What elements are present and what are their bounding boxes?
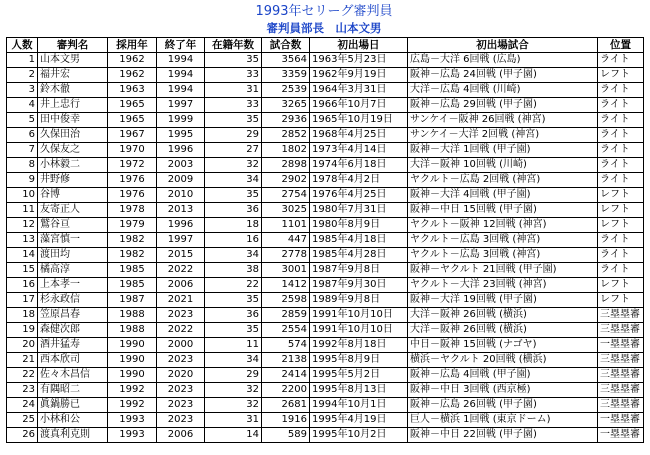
cell-debut-game: 大洋－阪神 26回戦 (横浜) <box>408 308 598 323</box>
cell-games: 2138 <box>262 353 310 368</box>
cell-row-number: 24 <box>7 398 38 413</box>
cell-years-served: 32 <box>205 158 262 173</box>
table-row <box>7 188 644 203</box>
cell-debut-game: 阪神－広島 24回戦 (甲子園) <box>408 68 598 83</box>
cell-years-served: 34 <box>205 353 262 368</box>
cell-position: ライト <box>598 98 644 113</box>
cell-debut-game: ヤクルト－広島 2回戦 (神宮) <box>408 173 598 188</box>
cell-position: 三塁塁審 <box>598 383 644 398</box>
cell-position: レフト <box>598 188 644 203</box>
cell-end-year: 1999 <box>157 113 205 128</box>
cell-debut-date: 1965年10月19日 <box>310 113 408 128</box>
cell-years-served: 27 <box>205 143 262 158</box>
cell-umpire-name: 渡真利克則 <box>38 428 108 443</box>
cell-hire-year: 1978 <box>108 203 157 218</box>
cell-end-year: 2020 <box>157 368 205 383</box>
cell-games: 2754 <box>262 188 310 203</box>
cell-games: 3564 <box>262 53 310 68</box>
cell-games: 589 <box>262 428 310 443</box>
cell-position: レフト <box>598 203 644 218</box>
cell-row-number: 19 <box>7 323 38 338</box>
table-row <box>7 428 644 443</box>
cell-position: ライト <box>598 113 644 128</box>
cell-umpire-name: 西本欣司 <box>38 353 108 368</box>
cell-debut-date: 1994年10月1日 <box>310 398 408 413</box>
cell-debut-game: 阪神－中日 3回戦 (西京極) <box>408 383 598 398</box>
table-row <box>7 143 644 158</box>
cell-umpire-name: 酒井猛寿 <box>38 338 108 353</box>
cell-end-year: 2023 <box>157 398 205 413</box>
header-years-served: 在籍年数 <box>205 38 262 53</box>
table-row <box>7 398 644 413</box>
cell-end-year: 1994 <box>157 53 205 68</box>
header-debut-date: 初出場日 <box>310 38 408 53</box>
header-games: 試合数 <box>262 38 310 53</box>
cell-games: 1412 <box>262 278 310 293</box>
cell-row-number: 12 <box>7 218 38 233</box>
table-row <box>7 263 644 278</box>
cell-games: 3265 <box>262 98 310 113</box>
cell-position: レフト <box>598 68 644 83</box>
cell-debut-game: 大洋－阪神 10回戦 (川崎) <box>408 158 598 173</box>
cell-umpire-name: 笠原昌春 <box>38 308 108 323</box>
cell-row-number: 7 <box>7 143 38 158</box>
cell-umpire-name: 田中俊幸 <box>38 113 108 128</box>
cell-hire-year: 1990 <box>108 368 157 383</box>
cell-debut-date: 1968年4月25日 <box>310 128 408 143</box>
cell-hire-year: 1979 <box>108 218 157 233</box>
cell-games: 2414 <box>262 368 310 383</box>
cell-debut-date: 1976年4月25日 <box>310 188 408 203</box>
cell-end-year: 2009 <box>157 173 205 188</box>
cell-debut-game: 阪神－広島 26回戦 (甲子園) <box>408 398 598 413</box>
cell-umpire-name: 久保田治 <box>38 128 108 143</box>
cell-position: ライト <box>598 248 644 263</box>
cell-games: 2852 <box>262 128 310 143</box>
cell-hire-year: 1963 <box>108 83 157 98</box>
table-row <box>7 68 644 83</box>
cell-debut-date: 1995年8月9日 <box>310 353 408 368</box>
cell-hire-year: 1962 <box>108 68 157 83</box>
cell-years-served: 29 <box>205 368 262 383</box>
cell-end-year: 1995 <box>157 128 205 143</box>
cell-debut-date: 1974年6月18日 <box>310 158 408 173</box>
cell-debut-game: ヤクルト－広島 3回戦 (神宮) <box>408 248 598 263</box>
table-row <box>7 233 644 248</box>
cell-position: ライト <box>598 128 644 143</box>
cell-row-number: 13 <box>7 233 38 248</box>
header-count: 人数 <box>7 38 38 53</box>
cell-hire-year: 1985 <box>108 278 157 293</box>
cell-hire-year: 1987 <box>108 293 157 308</box>
cell-row-number: 9 <box>7 173 38 188</box>
table-row <box>7 368 644 383</box>
cell-debut-date: 1987年9月30日 <box>310 278 408 293</box>
cell-years-served: 35 <box>205 293 262 308</box>
cell-debut-game: 大洋－阪神 26回戦 (横浜) <box>408 323 598 338</box>
table-row <box>7 218 644 233</box>
cell-end-year: 2023 <box>157 308 205 323</box>
cell-position: ライト <box>598 263 644 278</box>
cell-debut-game: 阪神－ヤクルト 21回戦 (甲子園) <box>408 263 598 278</box>
cell-hire-year: 1988 <box>108 308 157 323</box>
cell-position: ライト <box>598 158 644 173</box>
cell-end-year: 2021 <box>157 293 205 308</box>
cell-debut-game: ヤクルト－広島 3回戦 (神宮) <box>408 233 598 248</box>
table-row <box>7 128 644 143</box>
cell-debut-game: 阪神－大洋 4回戦 (甲子園) <box>408 188 598 203</box>
cell-hire-year: 1967 <box>108 128 157 143</box>
cell-games: 2200 <box>262 383 310 398</box>
cell-games: 2598 <box>262 293 310 308</box>
cell-debut-date: 1989年9月8日 <box>310 293 408 308</box>
table-row <box>7 113 644 128</box>
cell-games: 2681 <box>262 398 310 413</box>
cell-position: 三塁塁審 <box>598 323 644 338</box>
cell-debut-date: 1973年4月14日 <box>310 143 408 158</box>
cell-debut-game: 大洋－広島 4回戦 (川崎) <box>408 83 598 98</box>
cell-row-number: 2 <box>7 68 38 83</box>
cell-debut-date: 1995年5月2日 <box>310 368 408 383</box>
cell-debut-game: 阪神－中日 15回戦 (甲子園) <box>408 203 598 218</box>
cell-hire-year: 1976 <box>108 173 157 188</box>
cell-years-served: 38 <box>205 263 262 278</box>
cell-debut-date: 1991年10月10日 <box>310 308 408 323</box>
cell-row-number: 18 <box>7 308 38 323</box>
cell-games: 2778 <box>262 248 310 263</box>
cell-row-number: 20 <box>7 338 38 353</box>
table-body <box>7 53 644 443</box>
cell-end-year: 1996 <box>157 143 205 158</box>
header-hire-year: 採用年 <box>108 38 157 53</box>
cell-hire-year: 1976 <box>108 188 157 203</box>
cell-row-number: 8 <box>7 158 38 173</box>
cell-umpire-name: 有隅昭二 <box>38 383 108 398</box>
cell-position: 三塁塁審 <box>598 398 644 413</box>
cell-umpire-name: 小林和公 <box>38 413 108 428</box>
cell-games: 447 <box>262 233 310 248</box>
cell-umpire-name: 杉永政信 <box>38 293 108 308</box>
table-row <box>7 203 644 218</box>
cell-umpire-name: 鷲谷亘 <box>38 218 108 233</box>
table-row <box>7 98 644 113</box>
cell-position: 一塁塁審 <box>598 428 644 443</box>
cell-row-number: 23 <box>7 383 38 398</box>
cell-end-year: 1996 <box>157 218 205 233</box>
cell-debut-date: 1985年4月28日 <box>310 248 408 263</box>
cell-games: 574 <box>262 338 310 353</box>
cell-end-year: 2013 <box>157 203 205 218</box>
cell-debut-game: ヤクルト－大洋 23回戦 (神宮) <box>408 278 598 293</box>
cell-position: 三塁塁審 <box>598 353 644 368</box>
cell-years-served: 18 <box>205 218 262 233</box>
table-row <box>7 278 644 293</box>
cell-debut-date: 1962年9月19日 <box>310 68 408 83</box>
cell-row-number: 11 <box>7 203 38 218</box>
cell-years-served: 32 <box>205 398 262 413</box>
cell-hire-year: 1992 <box>108 383 157 398</box>
cell-years-served: 22 <box>205 278 262 293</box>
table-row <box>7 173 644 188</box>
table-row <box>7 248 644 263</box>
cell-end-year: 1997 <box>157 98 205 113</box>
cell-debut-game: 阪神－広島 29回戦 (甲子園) <box>408 98 598 113</box>
table-row <box>7 53 644 68</box>
cell-row-number: 22 <box>7 368 38 383</box>
cell-years-served: 36 <box>205 203 262 218</box>
umpire-table <box>6 37 644 443</box>
cell-debut-date: 1987年9月8日 <box>310 263 408 278</box>
cell-umpire-name: 井上忠行 <box>38 98 108 113</box>
cell-position: レフト <box>598 293 644 308</box>
cell-end-year: 2003 <box>157 158 205 173</box>
cell-games: 2554 <box>262 323 310 338</box>
cell-debut-date: 1978年4月2日 <box>310 173 408 188</box>
cell-debut-game: 阪神－大洋 19回戦 (甲子園) <box>408 293 598 308</box>
cell-debut-date: 1992年8月18日 <box>310 338 408 353</box>
cell-position: ライト <box>598 143 644 158</box>
cell-position: 一塁塁審 <box>598 338 644 353</box>
cell-debut-date: 1991年10月10日 <box>310 323 408 338</box>
cell-years-served: 35 <box>205 113 262 128</box>
cell-debut-date: 1980年7月31日 <box>310 203 408 218</box>
cell-position: 一塁塁審 <box>598 413 644 428</box>
cell-hire-year: 1993 <box>108 428 157 443</box>
cell-umpire-name: 渡田均 <box>38 248 108 263</box>
cell-end-year: 2023 <box>157 353 205 368</box>
cell-position: レフト <box>598 218 644 233</box>
cell-umpire-name: 井野修 <box>38 173 108 188</box>
cell-end-year: 1994 <box>157 83 205 98</box>
cell-end-year: 2022 <box>157 323 205 338</box>
cell-end-year: 2023 <box>157 383 205 398</box>
cell-years-served: 33 <box>205 98 262 113</box>
cell-position: 三塁塁審 <box>598 368 644 383</box>
cell-row-number: 21 <box>7 353 38 368</box>
cell-games: 2539 <box>262 83 310 98</box>
cell-position: レフト <box>598 278 644 293</box>
cell-umpire-name: 上本孝一 <box>38 278 108 293</box>
cell-end-year: 2006 <box>157 428 205 443</box>
cell-row-number: 14 <box>7 248 38 263</box>
cell-debut-date: 1995年8月13日 <box>310 383 408 398</box>
cell-umpire-name: 眞鍋勝已 <box>38 398 108 413</box>
cell-years-served: 16 <box>205 233 262 248</box>
cell-row-number: 1 <box>7 53 38 68</box>
cell-hire-year: 1988 <box>108 323 157 338</box>
cell-debut-game: 阪神－大洋 1回戦 (甲子園) <box>408 143 598 158</box>
cell-row-number: 16 <box>7 278 38 293</box>
cell-years-served: 11 <box>205 338 262 353</box>
cell-position: ライト <box>598 173 644 188</box>
cell-debut-game: サンケイ－阪神 26回戦 (神宮) <box>408 113 598 128</box>
cell-umpire-name: 福井宏 <box>38 68 108 83</box>
cell-umpire-name: 橘高淳 <box>38 263 108 278</box>
cell-row-number: 6 <box>7 128 38 143</box>
cell-years-served: 34 <box>205 248 262 263</box>
header-position: 位置 <box>598 38 644 53</box>
cell-hire-year: 1993 <box>108 413 157 428</box>
cell-position: ライト <box>598 83 644 98</box>
table-row <box>7 413 644 428</box>
cell-position: ライト <box>598 53 644 68</box>
cell-umpire-name: 鈴木徹 <box>38 83 108 98</box>
header-umpire-name: 審判名 <box>38 38 108 53</box>
cell-years-served: 33 <box>205 68 262 83</box>
cell-hire-year: 1982 <box>108 248 157 263</box>
cell-end-year: 2022 <box>157 263 205 278</box>
cell-hire-year: 1990 <box>108 338 157 353</box>
cell-row-number: 5 <box>7 113 38 128</box>
cell-debut-game: 阪神－中日 22回戦 (甲子園) <box>408 428 598 443</box>
cell-end-year: 2015 <box>157 248 205 263</box>
cell-position: ライト <box>598 233 644 248</box>
cell-debut-date: 1985年4月18日 <box>310 233 408 248</box>
cell-row-number: 10 <box>7 188 38 203</box>
cell-games: 2902 <box>262 173 310 188</box>
cell-debut-date: 1980年8月9日 <box>310 218 408 233</box>
cell-row-number: 3 <box>7 83 38 98</box>
cell-row-number: 26 <box>7 428 38 443</box>
cell-row-number: 17 <box>7 293 38 308</box>
cell-row-number: 15 <box>7 263 38 278</box>
cell-games: 1916 <box>262 413 310 428</box>
table-row <box>7 308 644 323</box>
cell-games: 1802 <box>262 143 310 158</box>
cell-end-year: 2023 <box>157 413 205 428</box>
cell-hire-year: 1982 <box>108 233 157 248</box>
cell-debut-date: 1995年4月19日 <box>310 413 408 428</box>
cell-debut-game: 横浜－ヤクルト 20回戦 (横浜) <box>408 353 598 368</box>
cell-end-year: 1997 <box>157 233 205 248</box>
cell-games: 2936 <box>262 113 310 128</box>
cell-games: 3001 <box>262 263 310 278</box>
cell-years-served: 29 <box>205 128 262 143</box>
cell-umpire-name: 小林毅二 <box>38 158 108 173</box>
cell-debut-game: 阪神－広島 4回戦 (甲子園) <box>408 368 598 383</box>
cell-years-served: 35 <box>205 53 262 68</box>
cell-umpire-name: 佐々木昌信 <box>38 368 108 383</box>
cell-debut-date: 1964年3月31日 <box>310 83 408 98</box>
cell-debut-game: 巨人－横浜 1回戦 (東京ドーム) <box>408 413 598 428</box>
cell-debut-date: 1963年5月23日 <box>310 53 408 68</box>
cell-umpire-name: 山本文男 <box>38 53 108 68</box>
cell-end-year: 2006 <box>157 278 205 293</box>
cell-games: 3025 <box>262 203 310 218</box>
table-row <box>7 383 644 398</box>
cell-end-year: 2000 <box>157 338 205 353</box>
cell-hire-year: 1990 <box>108 353 157 368</box>
cell-games: 2898 <box>262 158 310 173</box>
cell-years-served: 34 <box>205 173 262 188</box>
cell-debut-game: 中日－阪神 15回戦 (ナゴヤ) <box>408 338 598 353</box>
table-row <box>7 338 644 353</box>
cell-years-served: 31 <box>205 83 262 98</box>
table-row <box>7 158 644 173</box>
cell-years-served: 14 <box>205 428 262 443</box>
table-row <box>7 293 644 308</box>
cell-umpire-name: 森健次郎 <box>38 323 108 338</box>
cell-debut-game: サンケイ－大洋 2回戦 (神宮) <box>408 128 598 143</box>
table-header-row <box>7 38 644 53</box>
cell-games: 2859 <box>262 308 310 323</box>
table-row <box>7 83 644 98</box>
cell-umpire-name: 谷博 <box>38 188 108 203</box>
cell-hire-year: 1970 <box>108 143 157 158</box>
cell-years-served: 31 <box>205 413 262 428</box>
cell-games: 3359 <box>262 68 310 83</box>
cell-hire-year: 1965 <box>108 113 157 128</box>
cell-end-year: 1994 <box>157 68 205 83</box>
cell-years-served: 35 <box>205 323 262 338</box>
cell-debut-game: ヤクルト－阪神 12回戦 (神宮) <box>408 218 598 233</box>
cell-end-year: 2010 <box>157 188 205 203</box>
sheet-title: 1993年セリーグ審判員 <box>255 4 393 19</box>
cell-hire-year: 1992 <box>108 398 157 413</box>
header-end-year: 終了年 <box>157 38 205 53</box>
cell-row-number: 4 <box>7 98 38 113</box>
sheet-subtitle: 審判員部長 山本文男 <box>266 21 382 35</box>
cell-hire-year: 1962 <box>108 53 157 68</box>
cell-umpire-name: 久保友之 <box>38 143 108 158</box>
cell-years-served: 32 <box>205 383 262 398</box>
cell-hire-year: 1965 <box>108 98 157 113</box>
cell-games: 1101 <box>262 218 310 233</box>
cell-hire-year: 1972 <box>108 158 157 173</box>
cell-umpire-name: 藻宮慎一 <box>38 233 108 248</box>
cell-row-number: 25 <box>7 413 38 428</box>
cell-hire-year: 1985 <box>108 263 157 278</box>
cell-years-served: 35 <box>205 188 262 203</box>
cell-umpire-name: 友寄正人 <box>38 203 108 218</box>
cell-debut-game: 広島－大洋 6回戦 (広島) <box>408 53 598 68</box>
cell-position: 三塁塁審 <box>598 308 644 323</box>
header-debut-game: 初出場試合 <box>408 38 598 53</box>
cell-years-served: 36 <box>205 308 262 323</box>
cell-debut-date: 1995年10月2日 <box>310 428 408 443</box>
cell-debut-date: 1966年10月7日 <box>310 98 408 113</box>
table-row <box>7 323 644 338</box>
table-row <box>7 353 644 368</box>
